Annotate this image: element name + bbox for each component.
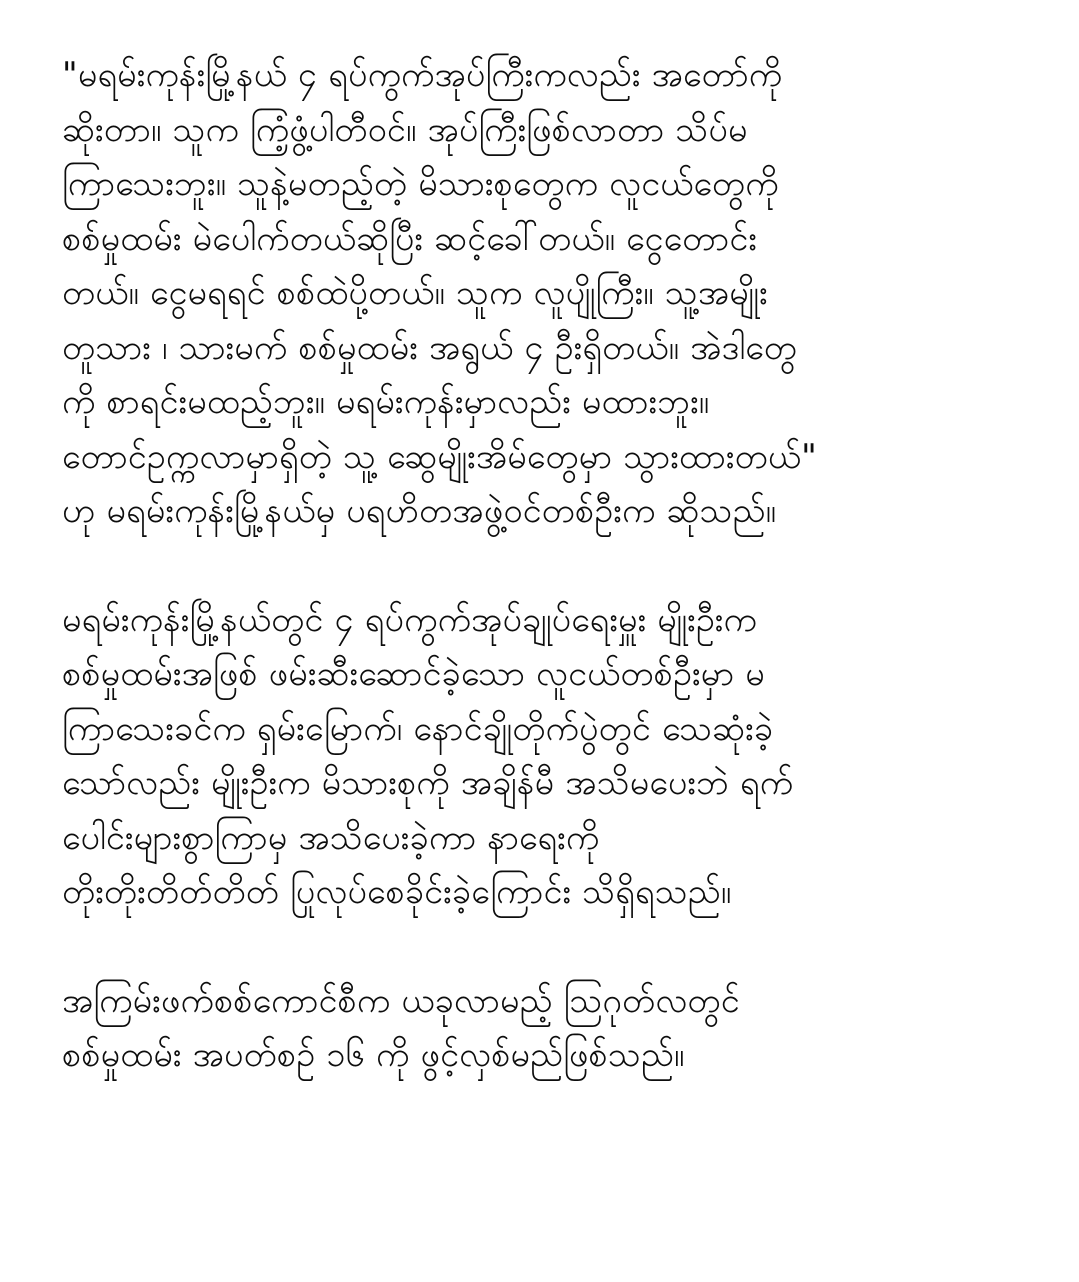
text-line: စစ်မှုထမ်း အပတ်စဉ် ၁၆ ကို ဖွင့်လှစ်မည်ဖြစ်သည်။ (62, 1035, 685, 1075)
text-line: ကို စာရင်းမထည့်ဘူး။ မရမ်းကုန်းမှာလည်း မထားဘူး။ (62, 382, 710, 422)
text-line: တိုးတိုးတိတ်တိတ် ပြုလုပ်စေခိုင်းခဲ့ကြောင်း သိရှိရသည်။ (62, 872, 732, 912)
paragraph-3 (62, 974, 1079, 1083)
text-line: မရမ်းကုန်းမြို့နယ်တွင် ၄ ရပ်ကွက်အုပ်ချုပ်ရေးမှူး မျိုးဦးက (62, 599, 757, 640)
text-line: အကြမ်းဖက်စစ်ကောင်စီက ယခုလာမည့် ဩဂုတ်လတွင် (62, 980, 740, 1021)
text-line: တယ်။ ငွေမရရင် စစ်ထဲပို့တယ်။ သူက လူပျိုကြီး။ သူ့အမျိုး (62, 273, 768, 313)
text-line: တူသား ၊ သားမက် စစ်မှုထမ်း အရွယ် ၄ ဦးရှိတယ်။ အဲဒါတွေ (62, 327, 798, 368)
paragraph-1 (62, 48, 1079, 539)
text-line: စစ်မှုထမ်းအဖြစ် ဖမ်းဆီးဆောင်ခဲ့သော လူငယ်တစ်ဦးမှာ မ (62, 654, 765, 694)
text-line: သော်လည်း မျိုးဦးက မိသားစုကို အချိန်မီ အသိမပေးဘဲ ရက် (62, 763, 794, 803)
text-line: ဟု မရမ်းကုန်းမြို့နယ်မှ ပရဟိတအဖွဲ့ဝင်တစ်ဦးက ဆိုသည်။ (62, 491, 777, 531)
text-line: ကြာသေးဘူး။ သူနဲ့မတည့်တဲ့ မိသားစုတွေက လူငယ်တွေကို (62, 164, 779, 204)
paragraph-spacer (62, 920, 1079, 974)
paragraph-2 (62, 593, 1079, 920)
text-line: တောင်ဥက္ကလာမှာရှိတဲ့ သူ့ ဆွေမျိုးအိမ်တွေမှာ သွားထားတယ်" (62, 436, 817, 477)
text-line: ပေါင်းများစွာကြာမှ အသိပေးခဲ့ကာ နာရေးကို (62, 817, 600, 858)
text-line: ကြာသေးခင်က ရှမ်းမြောက်၊ နောင်ချိုတိုက်ပွဲတွင် သေဆုံးခဲ့ (62, 708, 774, 749)
paragraph-spacer (62, 539, 1079, 593)
text-line: ဆိုးတာ။ သူက ကြံ့ဖွံ့ပါတီဝင်။ အုပ်ကြီးဖြစ်လာတာ သိပ်မ (62, 109, 748, 150)
text-line: စစ်မှုထမ်း မဲပေါက်တယ်ဆိုပြီး ဆင့်ခေါ်တယ်။ ငွေတောင်း (62, 218, 758, 259)
text-line: "မရမ်းကုန်းမြို့နယ် ၄ ရပ်ကွက်အုပ်ကြီးကလည်း အတော်ကို (62, 55, 783, 95)
